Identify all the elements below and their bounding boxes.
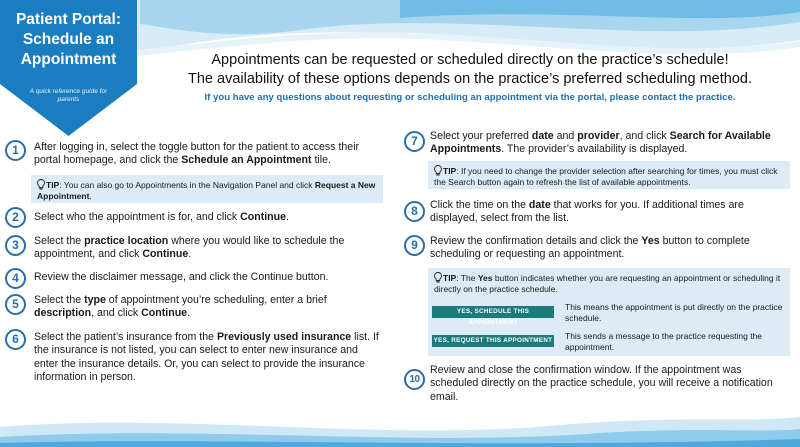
step-5: Select the type of appointment you’re scheduling, enter a brief description, and click Continue. (34, 294, 327, 320)
header-line-2: The availability of these options depends on the practice’s preferred scheduling method. (188, 71, 752, 87)
step-1: After logging in, select the toggle button for the patient to access their portal homepage, and click the Schedule an Appointment tile. (34, 141, 360, 167)
lightbulb-icon (434, 165, 442, 176)
step-7: Select your preferred date and provider, and click Search for Available Appointments. The provider’s availability is displayed. (430, 130, 771, 156)
step-10: Review and close the confirmation window. If the appointment was scheduled directly on the practice schedule, you will receive a notification email. (430, 364, 773, 403)
step-number-4: 4 (5, 268, 26, 289)
yes-schedule-button: YES, SCHEDULE THIS APPOINTMENT (432, 306, 554, 318)
banner-subtitle: A quick reference guide for parents (29, 88, 108, 103)
title-banner (0, 0, 137, 136)
step-6: Select the patient’s insurance from the Previously used insurance list. If the insurance is not listed, you can select to enter new insurance and enter the insurance details. Or, you can select to provide the insurance information in person. (34, 331, 379, 384)
step-number-2: 2 (5, 207, 26, 228)
step-number-7: 7 (404, 131, 425, 152)
step-number-3: 3 (5, 235, 26, 256)
tip-3: TIP: The Yes button indicates whether you are requesting an appointment or scheduling it directly on the practice schedule. (428, 268, 790, 356)
step-number-9: 9 (404, 235, 425, 256)
tip-1: TIP: You can also go to Appointments in the Navigation Panel and click Request a New Appointment. (31, 175, 383, 203)
tip-2: TIP: If you need to change the provider selection after searching for times, you must click the Search button again to refresh the list of available appointments. (428, 161, 790, 189)
yes-request-button: YES, REQUEST THIS APPOINTMENT (432, 335, 554, 347)
lightbulb-icon (37, 179, 45, 190)
step-number-10: 10 (404, 369, 425, 390)
step-2: Select who the appointment is for, and click Continue. (34, 211, 289, 223)
step-number-5: 5 (5, 294, 26, 315)
step-number-1: 1 (5, 140, 26, 161)
step-number-8: 8 (404, 201, 425, 222)
header-line-1: Appointments can be requested or scheduled directly on the practice’s schedule! (211, 52, 729, 68)
step-4: Review the disclaimer message, and click the Continue button. (34, 271, 329, 283)
yes-schedule-description: This means the appointment is put directly on the practice schedule. (565, 302, 783, 323)
lightbulb-icon (434, 272, 442, 283)
banner-title: Patient Portal: Schedule an Appointment (15, 11, 122, 68)
step-9: Review the confirmation details and click the Yes button to complete scheduling or requesting an appointment. (430, 235, 750, 261)
step-number-6: 6 (5, 329, 26, 350)
contact-note: If you have any questions about requesting or scheduling an appointment via the portal, please contact the practice. (204, 92, 736, 103)
step-3: Select the practice location where you would like to schedule the appointment, and click Continue. (34, 235, 345, 261)
step-8: Click the time on the date that works for you. If additional times are displayed, select from the list. (430, 199, 744, 225)
yes-request-description: This sends a message to the practice requesting the appointment. (565, 331, 763, 352)
